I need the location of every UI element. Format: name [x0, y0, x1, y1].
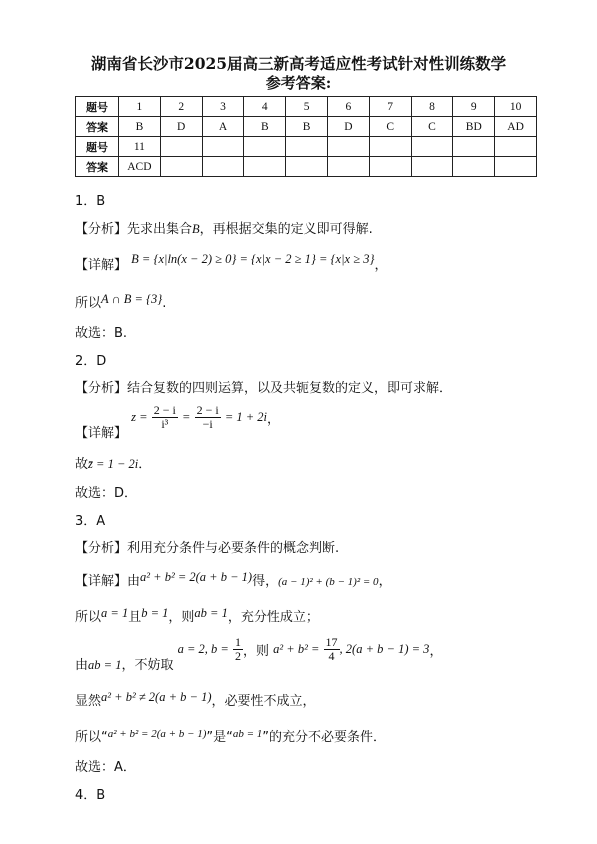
answer-cell: B: [244, 117, 286, 137]
fraction-numerator: 1: [235, 635, 241, 649]
q2-analysis: [75, 377, 452, 396]
analysis-tag: 【分析】: [75, 222, 128, 237]
question-cell: [453, 137, 495, 157]
q3-line-4: [75, 690, 316, 709]
question-cell: 7: [369, 97, 411, 117]
math-expr: =: [181, 410, 191, 424]
question-cell: [369, 137, 411, 157]
document-title: 湖南省长沙市2025届高三新高考适应性考试针对性训练数学: [90, 54, 507, 73]
answer-cell: [160, 157, 202, 177]
answer-cell: [202, 157, 244, 177]
q3-line-2: [75, 606, 319, 625]
answer-cell: AD: [495, 117, 537, 137]
question-cell: 11: [119, 137, 161, 157]
analysis-text: 先求出集合: [127, 222, 193, 237]
math-expr: a = 2, b =: [177, 642, 229, 656]
answer-cell: [244, 157, 286, 177]
fraction: [152, 404, 178, 431]
answer-cell: BD: [453, 117, 495, 137]
question-cell: [327, 137, 369, 157]
answer-cell: ACD: [119, 157, 161, 177]
math-expr: z =: [131, 410, 148, 424]
document-subtitle: 参考答案:: [265, 74, 332, 92]
math-expr: = 1 + 2i: [224, 410, 268, 424]
detail-text: ，: [267, 412, 281, 427]
question-cell: [286, 137, 328, 157]
answer-cell: [286, 157, 328, 177]
math-expr: ab = 1: [194, 606, 228, 620]
q3-line-5: [75, 726, 386, 745]
detail-text: 由: [75, 658, 89, 673]
detail-text: ”的充分不必要条件．: [262, 730, 387, 745]
answer-cell: [411, 157, 453, 177]
math-expr: , 2(a + b − 1) = 3: [339, 642, 430, 656]
detail-tag: 【详解】: [75, 426, 128, 441]
q3-detail: [75, 570, 392, 589]
detail-tag: 【详解】: [75, 574, 128, 589]
row-header: 答案: [76, 117, 119, 137]
q1-analysis: [75, 218, 373, 237]
math-expr: B = {x|ln(x − 2) ≥ 0} = {x|x − 2 ≥ 1} = {x|x ≥ 3}: [131, 252, 375, 266]
q3-analysis: [75, 537, 339, 556]
question-cell: [202, 137, 244, 157]
question-cell: 3: [202, 97, 244, 117]
answer-row-1: [76, 117, 537, 137]
question-cell: [495, 137, 537, 157]
math-expr: ab = 1: [232, 728, 263, 740]
q1-detail: [75, 254, 387, 273]
detail-text: ，充分性成立；: [227, 610, 319, 625]
question-cell: 9: [453, 97, 495, 117]
answer-row-2: [76, 157, 537, 177]
detail-text: ，则: [243, 644, 270, 659]
detail-text: ”是“: [206, 730, 233, 745]
fraction-numerator: 2 − i: [153, 403, 176, 417]
math-expr: A ∩ B = {3}: [101, 292, 163, 306]
detail-text: ，: [378, 574, 392, 589]
math-expr: a² + b² =: [273, 642, 320, 656]
math-expr: a² + b² ≠ 2(a + b − 1): [101, 690, 212, 704]
answer-cell: B: [119, 117, 161, 137]
q2-conclusion: [75, 453, 151, 472]
answer-cell: [453, 157, 495, 177]
detail-text: ，: [374, 258, 388, 273]
row-header: 题号: [76, 97, 119, 117]
answer-cell: [495, 157, 537, 177]
q1-choice: 故选：B.: [75, 326, 128, 341]
detail-tag: 【详解】: [75, 258, 128, 273]
q3-line-3: [75, 636, 442, 676]
fraction: [233, 636, 243, 663]
q2-number: 2．D: [75, 354, 107, 369]
fraction: [324, 636, 340, 663]
detail-text: 且: [128, 610, 142, 625]
detail-text: 得，: [252, 574, 279, 589]
analysis-text: 结合复数的四则运算，以及共轭复数的定义，即可求解．: [127, 381, 453, 396]
q1-number: 1．B: [75, 194, 106, 209]
fraction-denominator: i³: [161, 417, 169, 431]
analysis-text: 利用充分条件与必要条件的概念判断.: [127, 541, 340, 556]
question-cell: 5: [286, 97, 328, 117]
detail-text: 由: [127, 574, 141, 589]
question-cell: 1: [119, 97, 161, 117]
math-expr: (a − 1)² + (b − 1)² = 0: [278, 576, 379, 588]
answer-cell: C: [369, 117, 411, 137]
math-expr: z̄ = 1 − 2i: [88, 457, 139, 471]
question-cell: [160, 137, 202, 157]
math-expr: a = 1: [101, 606, 129, 620]
fraction-numerator: 17: [325, 635, 338, 649]
answer-cell: [327, 157, 369, 177]
analysis-tag: 【分析】: [75, 381, 128, 396]
fraction: [195, 404, 221, 431]
detail-text: ，不妨取: [121, 658, 174, 673]
q4-number: 4．B: [75, 788, 106, 803]
answer-table: [75, 96, 537, 177]
q2-choice: 故选：D．: [75, 486, 138, 501]
answer-cell: D: [327, 117, 369, 137]
answer-cell: B: [286, 117, 328, 137]
fraction-denominator: 2: [235, 649, 241, 663]
detail-text: ，则: [168, 610, 195, 625]
math-expr: B: [192, 222, 200, 236]
fraction-denominator: 4: [328, 649, 335, 663]
fraction-denominator: −i: [202, 417, 213, 431]
analysis-tag: 【分析】: [75, 541, 128, 556]
question-cell: [244, 137, 286, 157]
row-header: 答案: [76, 157, 119, 177]
question-cell: 6: [327, 97, 369, 117]
conclusion-text: .: [162, 296, 167, 311]
fraction-numerator: 2 − i: [196, 403, 219, 417]
question-cell: 2: [160, 97, 202, 117]
conclusion-text: 所以: [75, 296, 102, 311]
detail-text: 显然: [75, 694, 102, 709]
math-expr: ab = 1: [88, 658, 122, 672]
question-cell: 4: [244, 97, 286, 117]
detail-text: 所以: [75, 610, 102, 625]
answer-cell: [369, 157, 411, 177]
answer-cell: C: [411, 117, 453, 137]
answer-cell: D: [160, 117, 202, 137]
question-cell: 10: [495, 97, 537, 117]
q2-detail: [75, 404, 280, 444]
answer-cell: A: [202, 117, 244, 137]
question-row-2: [76, 137, 537, 157]
detail-text: 所以“: [75, 730, 108, 745]
math-expr: a² + b² = 2(a + b − 1): [107, 728, 207, 740]
conclusion-text: ．: [138, 457, 152, 472]
row-header: 题号: [76, 137, 119, 157]
conclusion-text: 故: [75, 457, 89, 472]
question-cell: 8: [411, 97, 453, 117]
detail-text: ，必要性不成立，: [211, 694, 316, 709]
question-cell: [411, 137, 453, 157]
math-expr: a² + b² = 2(a + b − 1): [140, 570, 253, 584]
q1-conclusion: [75, 292, 166, 311]
q3-choice: 故选：A．: [75, 760, 136, 775]
analysis-text: ，再根据交集的定义即可得解.: [199, 222, 373, 237]
q3-number: 3．A: [75, 514, 106, 529]
question-row-1: [76, 97, 537, 117]
detail-text: ，: [429, 644, 443, 659]
math-expr: b = 1: [141, 606, 169, 620]
